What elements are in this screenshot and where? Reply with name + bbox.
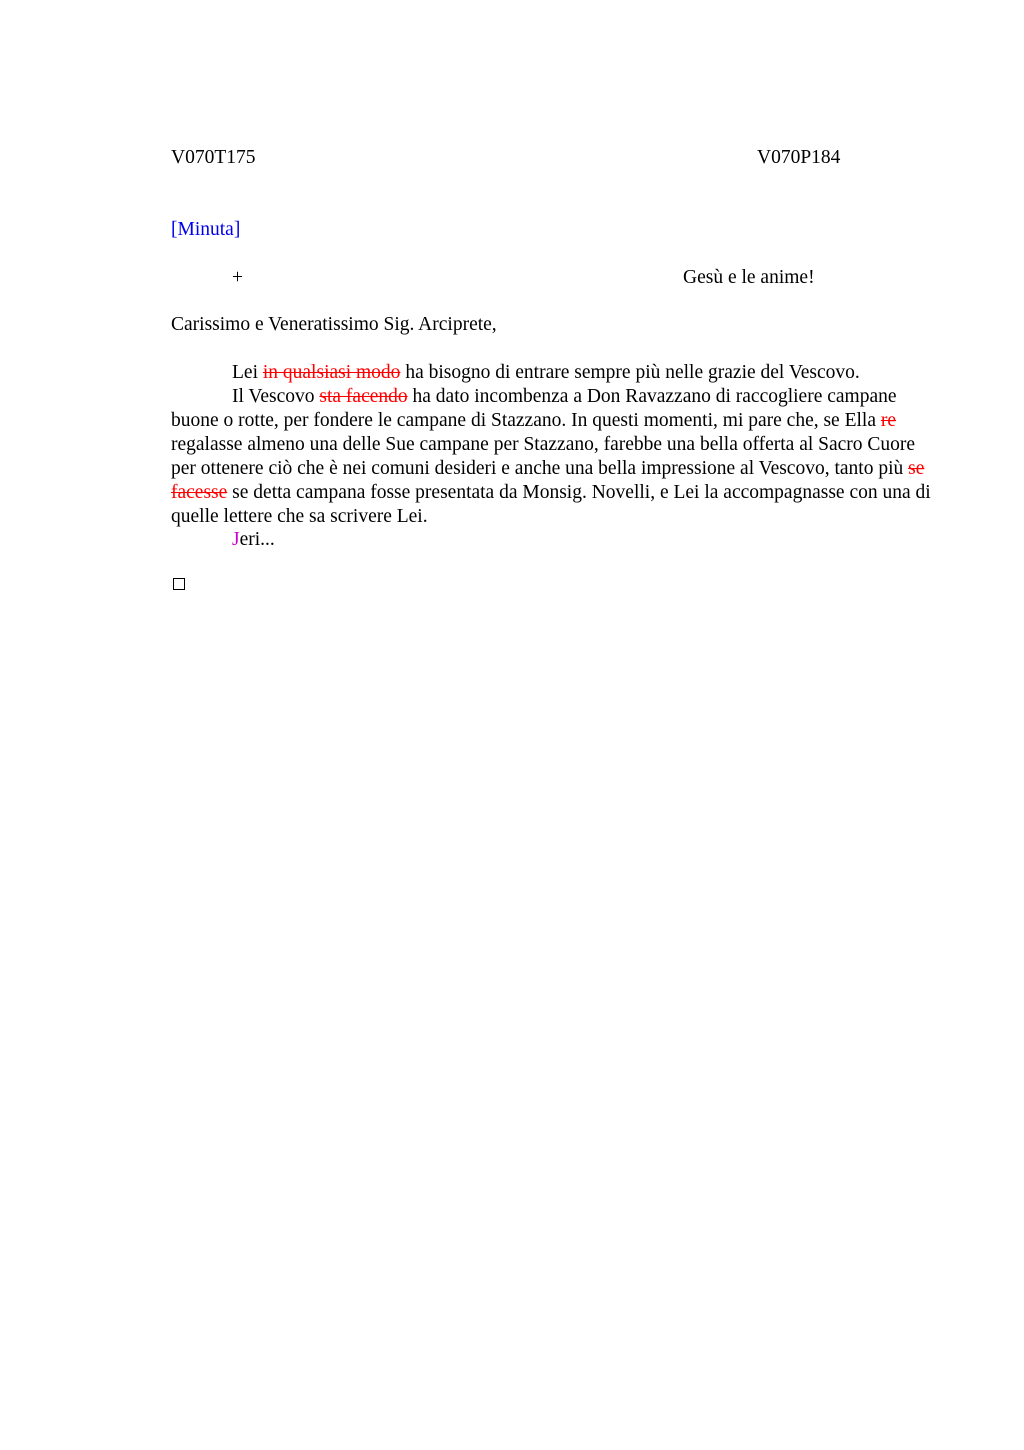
document-code-right: V070P184 xyxy=(757,147,841,168)
deletion-1: in qualsiasi modo xyxy=(262,362,401,383)
salutation: Carissimo e Veneratissimo Sig. Arciprete, xyxy=(171,314,497,335)
para2-text-c: regalasse almeno una delle Sue campane per Stazzano, farebbe una bella offerta al Sacro Cuore per ottenere ciò che è nei comuni desideri e anche una bella impressione al Vescovo, tanto più xyxy=(171,434,916,479)
para3-rest: eri... xyxy=(239,529,275,550)
deletion-2: sta facendo xyxy=(319,386,408,407)
end-box-icon xyxy=(173,578,185,590)
para3-initial: J xyxy=(232,529,240,550)
minuta-label: [Minuta] xyxy=(171,219,241,240)
para2-text-b: ha dato incombenza a Don Ravazzano di raccogliere campane buone o rotte, per fondere le campane di Stazzano. In questi momenti, mi pare che, se Ella xyxy=(171,386,897,431)
deletion-4: se facesse xyxy=(171,458,925,503)
para1-text-a: Lei xyxy=(232,362,263,383)
para2-text-a: Il Vescovo xyxy=(232,386,320,407)
deletion-3: re xyxy=(880,410,897,431)
cross-symbol: + xyxy=(232,267,243,288)
paragraph-1 xyxy=(171,361,931,385)
para1-text-b: ha bisogno di entrare sempre più nelle grazie del Vescovo. xyxy=(400,362,860,383)
paragraph-2 xyxy=(171,385,931,529)
motto: Gesù e le anime! xyxy=(683,267,815,288)
document-code-left: V070T175 xyxy=(171,147,256,168)
paragraph-3 xyxy=(171,528,931,552)
para2-text-d: se detta campana fosse presentata da Monsig. Novelli, e Lei la accompagnasse con una di quelle lettere che sa scrivere Lei. xyxy=(171,482,931,527)
